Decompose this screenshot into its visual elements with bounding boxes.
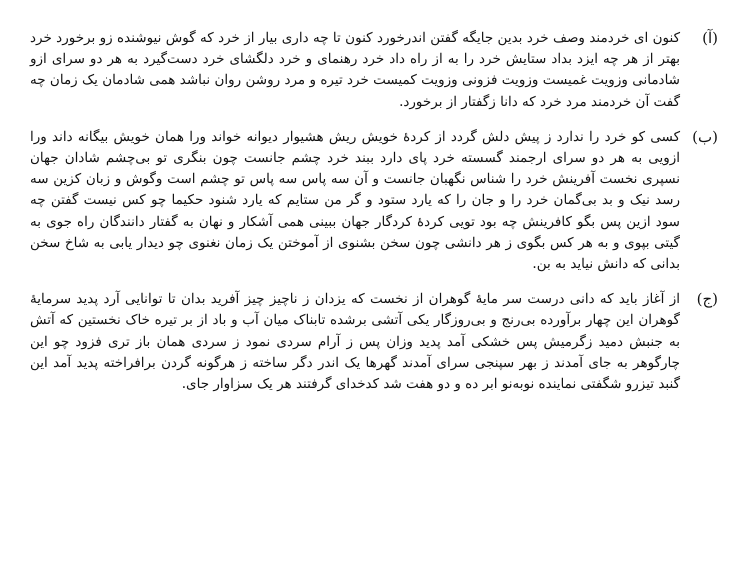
- document-body: [30, 28, 718, 395]
- paragraph-text: کنون ای خردمند وصف خرد بدین جایگه گفتن اندرخورد کنون تا چه داری بیار از خرد که گوش نیوشنده زو برخورد خرد بهتر از هر چه ایزد بداد ستایش خرد را به از راه داد خرد رهنمای و خرد دلگشای خرد دست‌گیرد به هر دو سرای ازو شادمانی وزویت غمیست وزویت فزونی وزویت کمیست خرد تیره و مرد روشن روان نباشد همی شادمان یک زمان چه گفت آن خردمند مرد خرد که دانا زگفتار از برخورد.: [30, 30, 680, 110]
- paragraph-text: از آغاز باید که دانی درست سر مایهٔ گوهران از نخست که یزدان ز ناچیز چیز آفرید بدان تا توانایی آرد پدید سرمایهٔ گوهران این چهار برآورده بی‌رنج و بی‌روزگار یکی آتشی برشده تابناک میان آب و باد از بر تیره خاک نخستین که آتش به جنبش دمید زگرمیش پس خشکی آمد پدید وزان پس ز آرام سردی نمود ز سردی همان باز تری فزود چو این چارگوهر به جای آمدند ز بهر سپنجی سرای آمدند گهرها یک اندر دگر ساخته ز هرگونه گردن برافراخته پدید آمد این گنبد تیزرو شگفتی نماینده نوبه‌نو ابر ده و دو هفت شد کدخدای گرفتند هر یک سزاوار جای.: [30, 291, 680, 393]
- paragraph-item-a: [30, 28, 718, 113]
- item-marker: (ج): [696, 290, 718, 309]
- item-marker: (ب): [692, 127, 718, 146]
- item-marker: (آ): [702, 29, 718, 47]
- paragraph-text: کسی کو خرد را ندارد ز پیش دلش گردد از کردهٔ خویش ریش هشیوار دیوانه خواند ورا همان خویش بیگانه داند ورا ازویی به هر دو سرای ارجمند گسسته خرد پای دارد ببند خرد چشم جانست چون بنگری تو بی‌چشم شادان جهان نسپری نخست آفرینش خرد را شناس نگهبان جانست و آن سه پاس سه پاس تو چشم است وگوش و زبان کزین سه رسد نیک و بد بی‌گمان خرد را و جان را که یارد ستود و گر من ستایم که یارد شنود حکیما چو کس نیست گفتن چه سود ازین پس بگو کافرینش چه بود تویی کردهٔ کردگار جهان ببینی همی آشکار و نهان به گفتار دانندگان راه جوی به گیتی بپوی و به هر کس بگوی ز هر دانشی چون سخن بشنوی از آموختن یک زمان نغنوی چو دیدار یابی به شاخ سخن بدانی که دانش نیاید به بن.: [30, 128, 680, 273]
- paragraph-item-b: [30, 127, 718, 275]
- paragraph-item-c: [30, 289, 718, 395]
